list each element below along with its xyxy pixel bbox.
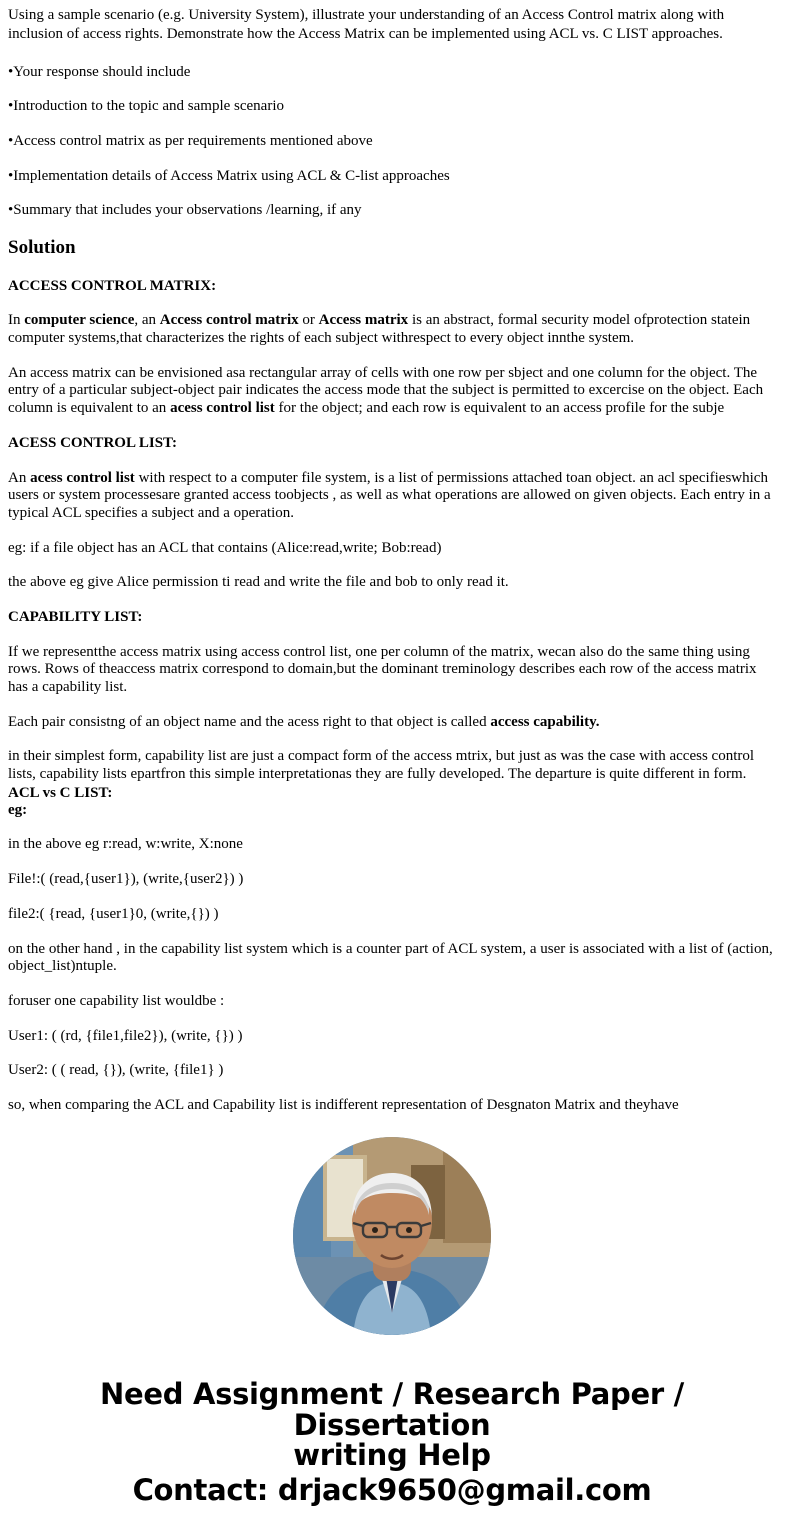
promo-line-2: writing Help <box>293 1438 491 1473</box>
eg-line-1: in the above eg r:read, w:write, X:none <box>8 836 243 853</box>
matrix-paragraph-2 <box>8 365 776 418</box>
capability-paragraph-1: If we representthe access matrix using access control list, one per column of the matrix, wecan also do the same thing using rows. Rows of theaccess matrix correspond to domain,but the dominant treminology describes each row of the access matrix has a capability list. <box>8 643 757 696</box>
matrix-p1-bold-access-matrix: Access matrix <box>318 312 409 329</box>
matrix-p2-part-c: for the object; and each row is equivalent to an access profile for the subje <box>274 400 725 417</box>
acl-example: eg: if a file object has an ACL that contains (Alice:read,write; Bob:read) <box>8 539 442 556</box>
avatar-container <box>8 1137 776 1335</box>
question-bullet-5: •Summary that includes your observations /learning, if any <box>8 202 362 219</box>
capability-paragraph-3: in their simplest form, capability list are just a compact form of the access mtrix, but just as was the case with access control lists, capability lists epartfron this simple interpretationas they are fully developed. The departure is quite different in form. <box>8 748 755 783</box>
clipped-comparison-line: so, when comparing the ACL and Capability list is indifferent representation of Desgnaton Matrix and theyhave <box>8 1096 679 1113</box>
promo-block <box>8 1376 776 1508</box>
matrix-p1-part-e: or <box>298 312 319 329</box>
question-bullet-3: •Access control matrix as per requirements mentioned above <box>8 132 373 149</box>
matrix-p1-bold-access-control-matrix: Access control matrix <box>159 312 299 329</box>
profile-photo-icon <box>293 1137 491 1335</box>
matrix-p2-bold-acess-control-list: acess control list <box>170 400 275 417</box>
cap-p2-part-a: Each pair consistng of an object name and the acess right to that object is called <box>8 713 491 730</box>
matrix-p2-part-a: An access matrix can be envisioned asa rectangular array of cells with one row per sbject and one column for the object. The entry of a particular subject-object pair indicates the access mode that the subject is permitted to excercise on the object. Each column is equivalent to an <box>8 364 764 417</box>
avatar <box>293 1137 491 1335</box>
acl-p1-bold-acess-control-list: acess control list <box>30 469 135 486</box>
solution-heading: Solution <box>8 236 76 258</box>
matrix-p1-bold-computer-science: computer science <box>24 312 135 329</box>
capability-system-paragraph: on the other hand , in the capability list system which is a counter part of ACL system, a user is associated with a list of (action, object_list)ntuple. <box>8 940 773 975</box>
question-bullet-4: •Implementation details of Access Matrix using ACL & C-list approaches <box>8 167 450 184</box>
user2-capability-line: User2: ( ( read, {}), (write, {file1} ) <box>8 1062 224 1079</box>
question-bullet-2: •Introduction to the topic and sample scenario <box>8 98 285 115</box>
capability-paragraph-2 <box>8 714 776 732</box>
access-control-list-heading: ACESS CONTROL LIST: <box>8 434 177 451</box>
matrix-p1-part-a: In <box>8 312 25 329</box>
capability-list-heading: CAPABILITY LIST: <box>8 608 143 625</box>
matrix-p1-part-g: is an abstract, formal security model ofprotection statein computer systems,that characterizes the rights of each subject withrespect to every object innthe system. <box>8 312 751 347</box>
eg-line-3: file2:( {read, {user1}0, (write,{}) ) <box>8 905 219 922</box>
acl-paragraph-1 <box>8 470 776 523</box>
acl-example-note: the above eg give Alice permission ti read and write the file and bob to only read it. <box>8 574 509 591</box>
matrix-paragraph-1 <box>8 312 776 347</box>
acl-vs-clist-heading: ACL vs C LIST: <box>8 784 113 801</box>
capability-system-note: foruser one capability list wouldbe : <box>8 992 225 1009</box>
question-prompt: Using a sample scenario (e.g. University System), illustrate your understanding of an Access Control matrix along with inclusion of access rights. Demonstrate how the Access Matrix can be implemented using ACL vs. C LIST approaches. <box>8 7 725 42</box>
promo-contact: Contact: drjack9650@gmail.com <box>132 1473 652 1508</box>
matrix-p1-part-c: , an <box>134 312 160 329</box>
acl-p1-part-c: with respect to a computer file system, is a list of permissions attached toan object. an acl specifieswhich users or system processesare granted access toobjects , as well as what operations are allowed on given objects. Each entry in a typical ACL specifies a subject and a operation. <box>8 469 771 521</box>
user1-capability-line: User1: ( (rd, {file1,file2}), (write, {}) ) <box>8 1027 243 1044</box>
acl-p1-part-a: An <box>8 469 31 486</box>
question-bullet-1: •Your response should include <box>8 63 191 80</box>
access-control-matrix-heading: ACCESS CONTROL MATRIX: <box>8 277 217 294</box>
eg-line-2: File!:( (read,{user1}), (write,{user2}) ) <box>8 871 244 888</box>
cap-p2-bold-access-capability: access capability. <box>490 713 600 730</box>
eg-heading: eg: <box>8 801 28 818</box>
promo-line-1: Need Assignment / Research Paper / Dissertation <box>100 1376 684 1442</box>
